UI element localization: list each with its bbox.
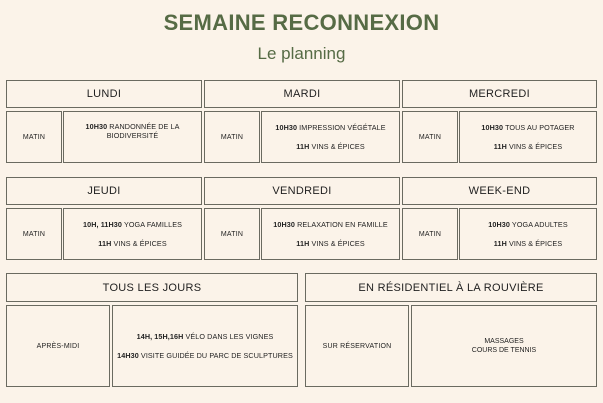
day-name: MERCREDI	[468, 88, 531, 100]
slot-label: APRÈS-MIDI	[36, 342, 80, 350]
day-header-week-end	[402, 177, 597, 205]
activity-line	[481, 123, 574, 132]
activity-time: 10H30	[273, 219, 295, 229]
daily-header	[6, 273, 298, 302]
activity-line	[98, 239, 166, 248]
activity-text: YOGA FAMILLES	[123, 219, 182, 229]
slot-cell	[402, 111, 458, 163]
activity-line	[83, 220, 182, 229]
activities-cell-mercredi	[459, 111, 597, 163]
activity-time: 10H30	[488, 219, 510, 229]
activity-text: VINS & ÉPICES	[508, 142, 563, 151]
activity-line	[117, 351, 293, 360]
day-name: WEEK-END	[468, 185, 531, 197]
activity-text: VINS & ÉPICES	[311, 239, 365, 248]
day-name: LUNDI	[86, 88, 122, 100]
slot-label: MATIN	[22, 133, 46, 141]
day-name: JEUDI	[87, 185, 121, 197]
activity-text: VINS & ÉPICES	[113, 239, 167, 248]
page-title: SEMAINE RECONNEXION	[163, 10, 440, 35]
slot-cell	[204, 111, 260, 163]
day-header-lundi	[6, 80, 202, 108]
slot-cell	[402, 208, 458, 260]
activity-time: 11H	[296, 142, 310, 151]
slot-cell	[6, 208, 62, 260]
activity-line	[296, 142, 364, 151]
activity-line	[275, 123, 385, 132]
slot-cell	[6, 111, 62, 163]
activity-time: 11H	[493, 142, 507, 151]
activity-time: 10H30	[85, 122, 108, 131]
residential-item: MASSAGES	[484, 337, 524, 345]
residential-items-cell	[411, 305, 597, 387]
slot-label: MATIN	[418, 230, 442, 238]
activity-text: YOGA ADULTES	[511, 219, 568, 229]
day-name: MARDI	[283, 88, 321, 100]
activity-time: 14H30	[117, 351, 139, 360]
activity-text: IMPRESSION VÉGÉTALE	[299, 122, 386, 132]
activity-time: 10H30	[481, 122, 504, 132]
activity-line	[273, 220, 387, 229]
activity-line	[488, 220, 567, 229]
activity-text: VÉLO DANS LES VIGNES	[185, 331, 274, 341]
activities-cell-week-end	[459, 208, 597, 260]
activity-text: VINS & ÉPICES	[311, 142, 365, 151]
activities-cell-jeudi	[63, 208, 202, 260]
activities-cell-mardi	[261, 111, 400, 163]
residential-item: COURS DE TENNIS	[471, 347, 537, 354]
activity-line	[494, 142, 562, 151]
activity-time: 10H30	[275, 122, 298, 132]
activity-time: 11H	[493, 239, 507, 248]
slot-label: MATIN	[22, 230, 46, 238]
slot-label: MATIN	[418, 133, 442, 141]
daily-title: TOUS LES JOURS	[102, 281, 202, 294]
slot-label: MATIN	[220, 133, 244, 141]
slot-cell	[204, 208, 260, 260]
activity-time: 10H, 11H30	[83, 219, 122, 229]
activity-text: TOUS AU POTAGER	[505, 122, 575, 132]
activity-text: RELAXATION EN FAMILLE	[297, 219, 388, 229]
slot-label: MATIN	[220, 230, 244, 238]
daily-activities-cell	[112, 305, 298, 387]
activity-text: RANDONNÉE DE LA BIODIVERSITÉ	[106, 122, 180, 141]
activities-cell-vendredi	[261, 208, 400, 260]
activity-text: VINS & ÉPICES	[508, 239, 563, 248]
activity-time: 11H	[98, 239, 112, 248]
residential-title: EN RÉSIDENTIEL À LA ROUVIÈRE	[358, 281, 544, 294]
slot-label: SUR RÉSERVATION	[322, 342, 392, 350]
daily-slot-cell	[6, 305, 110, 387]
activity-text: VISITE GUIDÉE DU PARC DE SCULPTURES	[140, 351, 293, 360]
activity-line	[64, 122, 201, 141]
day-header-jeudi	[6, 177, 202, 205]
residential-header	[305, 273, 597, 302]
activity-line	[137, 332, 274, 341]
activity-time: 14H, 15H,16H	[136, 331, 184, 341]
day-header-vendredi	[204, 177, 400, 205]
activity-line	[494, 239, 562, 248]
activities-cell-lundi	[63, 111, 202, 163]
activity-line	[296, 239, 364, 248]
residential-slot-cell	[305, 305, 409, 387]
day-header-mercredi	[402, 80, 597, 108]
activity-time: 11H	[296, 239, 310, 248]
page-subtitle: Le planning	[257, 44, 346, 63]
day-header-mardi	[204, 80, 400, 108]
day-name: VENDREDI	[272, 185, 332, 197]
